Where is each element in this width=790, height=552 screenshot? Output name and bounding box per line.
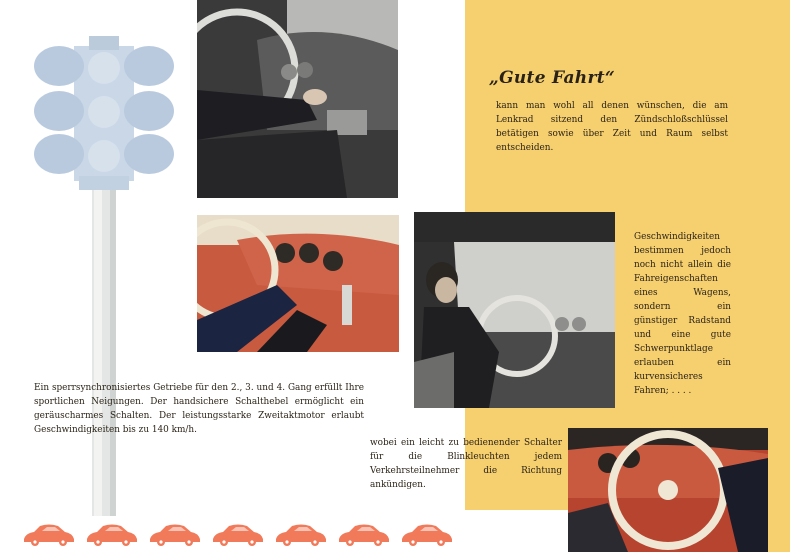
car-silhouette-row: [22, 523, 472, 547]
traffic-light-illustration: [34, 36, 174, 516]
car-icon: [213, 525, 263, 547]
intro-paragraph: kann man wohl all denen wünschen, die am Lenkrad sitzend den Zündschloßschlüssel betätigen sowie über Zeit und Raum selbst entscheiden.: [496, 101, 728, 153]
photo-woman-driver: [414, 212, 615, 408]
photo-ignition-key: [197, 0, 398, 198]
photo-gear-lever: [197, 215, 399, 352]
car-icon: [150, 525, 200, 547]
car-icon: [24, 525, 74, 547]
photo-turn-signal: [568, 428, 768, 552]
car-icon: [276, 525, 326, 547]
heading-gute-fahrt: „Gute Fahrt“: [489, 68, 615, 88]
car-icon: [402, 525, 452, 547]
blinker-paragraph: wobei ein leicht zu bedienender Schalter für die Blinkleuchten jedem Verkehrsteilnehmer die Richtung ankündigen.: [370, 438, 562, 490]
car-icon: [87, 525, 137, 547]
gear-paragraph: Ein sperrsynchronisiertes Getriebe für den 2., 3. und 4. Gang erfüllt Ihre sportlichen Neigungen. Der handsichere Schalthebel ermöglicht ein geräuscharmes Schalten. Der leistungsstarke Zweitaktmotor erlaubt Geschwindigkeiten bis zu 140 km/h.: [34, 383, 364, 435]
car-icon: [339, 525, 389, 547]
speed-paragraph: Geschwindigkeiten bestimmen jedoch noch nicht allein die Fahreigenschaften eines Wagens, sondern ein günstiger Radstand und eine gute Schwerpunktlage erlauben ein kurvensicheres Fahren; . . . .: [634, 232, 731, 396]
